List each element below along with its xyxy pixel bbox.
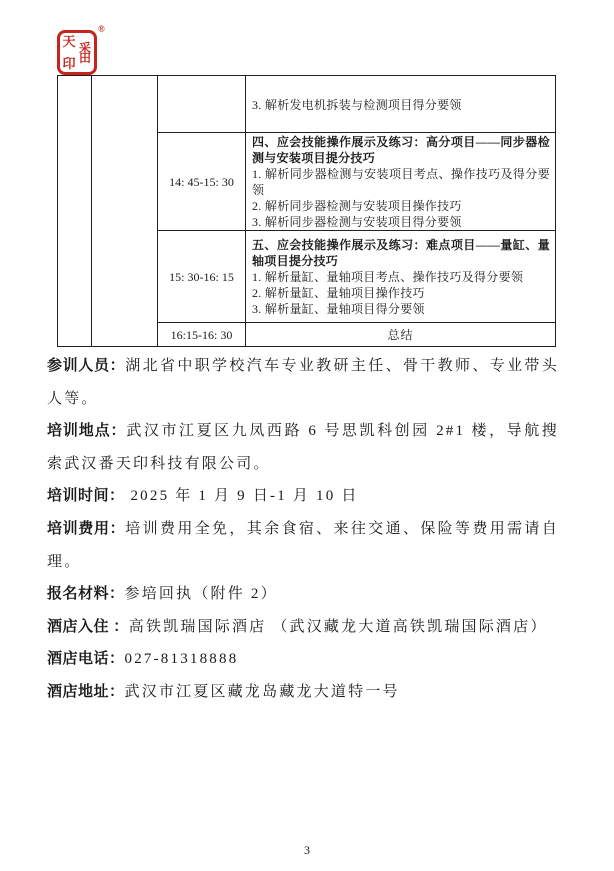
agenda-title: 四、应会技能操作展示及练习：高分项目——同步器检测与安装项目提分技巧 [252,135,550,165]
training-schedule-table [57,75,556,347]
agenda-title: 五、应会技能操作展示及练习：难点项目——量缸、量轴项目提分技巧 [252,238,550,268]
seal-char: 天 [62,34,76,49]
paragraph-text: 参培回执（附件 2） [124,586,278,603]
paragraph-label: 培训费用： [47,520,126,537]
table-merged-col-1 [58,76,92,347]
paragraph-text: 湖北省中职学校汽车专业教研主任、骨干教师、专业带头人等。 [47,358,559,407]
paragraph-text: 027-81318888 [124,651,239,668]
summary-cell: 总结 [246,323,556,347]
time-cell: 15: 30-16: 15 [158,231,246,323]
paragraph-text: 2025 年 1 月 9 日-1 月 10 日 [124,488,359,505]
seal-char: 采 [78,40,91,55]
company-seal-logo [57,24,109,77]
seal-icon [57,30,97,75]
seal-char: 印 [62,56,76,71]
agenda-item: 3. 解析同步器检测与安装项目得分要领 [252,215,462,229]
time-paragraph [47,480,559,513]
agenda-item: 1. 解析同步器检测与安装项目考点、操作技巧及得分要领 [252,167,550,197]
seal-left-column [61,35,77,70]
time-cell: 14: 45-15: 30 [158,133,246,231]
agenda-item: 2. 解析同步器检测与安装项目操作技巧 [252,199,462,213]
paragraph-label: 参训人员： [47,358,126,374]
time-cell [158,76,246,133]
paragraph-label: 酒店电话： [47,651,125,668]
seal-char: 田 [78,50,91,65]
content-cell [246,231,556,323]
hotel-checkin-paragraph [47,611,559,644]
info-section [47,350,559,709]
paragraph-label: 培训地点： [47,423,127,440]
agenda-item: 1. 解析量缸、量轴项目考点、操作技巧及得分要领 [252,270,524,284]
participants-paragraph [47,350,559,415]
paragraph-label: 报名材料： [47,586,125,603]
registered-trademark-icon: ® [98,24,105,34]
paragraph-text: 高铁凯瑞国际酒店 （武汉藏龙大道高铁凯瑞国际酒店） [128,618,548,635]
table-merged-col-2 [92,76,158,347]
seal-right-column [77,35,93,70]
paragraph-label: 培训时间： [47,488,125,505]
location-paragraph [47,415,559,480]
fee-paragraph [47,513,559,578]
content-cell [246,76,556,133]
materials-paragraph [47,578,559,611]
paragraph-text: 武汉市江夏区九凤西路 6 号思凯科创园 2#1 楼，导航搜索武汉番天印科技有限公司。 [47,423,559,472]
paragraph-label: 酒店地址： [47,683,125,700]
agenda-item: 3. 解析量缸、量轴项目得分要领 [252,302,425,316]
time-cell: 16:15-16: 30 [158,323,246,347]
paragraph-label: 酒店入住 ： [47,618,129,635]
paragraph-text: 武汉市江夏区藏龙岛藏龙大道特一号 [124,683,400,700]
agenda-item: 2. 解析量缸、量轴项目操作技巧 [252,286,425,300]
content-cell [246,133,556,231]
hotel-address-paragraph [47,676,559,709]
page-number: 3 [304,843,310,857]
agenda-item: 3. 解析发电机拆装与检测项目得分要领 [252,97,462,112]
table-row [58,76,556,133]
paragraph-text: 培训费用全免，其余食宿、来往交通、保险等费用需请自理。 [47,520,559,570]
hotel-phone-paragraph [47,643,559,676]
